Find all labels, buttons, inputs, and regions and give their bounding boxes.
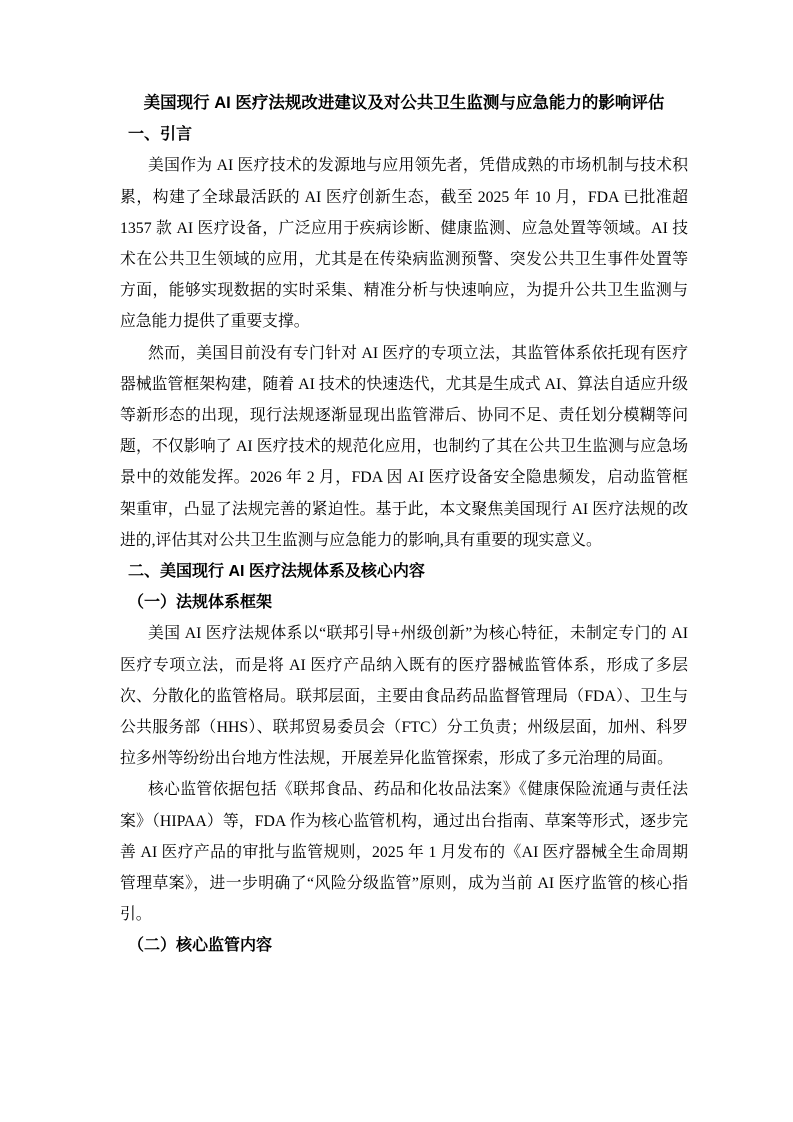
section-heading: 二、美国现行 AI 医疗法规体系及核心内容 [128, 563, 425, 581]
section-heading: 一、引言 [128, 126, 193, 144]
paragraph: 核心监管依据包括《联邦食品、药品和化妆品法案》《健康保险流通与责任法案》（HIPAA）等，FDA 作为核心监管机构，通过出台指南、草案等形式，逐步完善 AI 医疗产品的审批与监管规则，2025 年 1 月发布的《AI 医疗器械全生命周期管理草案》，进一步明确了“风险分级监管”原则，成为当前 AI 医疗监管的核心指引。 [120, 781, 688, 924]
subsection-heading: （二）核心监管内容 [128, 937, 273, 955]
paragraph: 美国 AI 医疗法规体系以“联邦引导+州级创新”为核心特征，未制定专门的 AI 医疗专项立法，而是将 AI 医疗产品纳入既有的医疗器械监管体系，形成了多层次、分散化的监管格局。联邦层面，主要由食品药品监督管理局（FDA）、卫生与公共服务部（HHS）、联邦贸易委员会（FTC）分工负责；州级层面，加州、科罗拉多州等纷纷出台地方性法规，开展差异化监管探索，形成了多元治理的局面。 [120, 625, 688, 768]
paragraph: 美国作为 AI 医疗技术的发源地与应用领先者，凭借成熟的市场机制与技术积累，构建了全球最活跃的 AI 医疗创新生态，截至 2025 年 10 月，FDA 已批准超 1357 款 AI 医疗设备，广泛应用于疾病诊断、健康监测、应急处置等领域。AI 技术在公共卫生领域的应用，尤其是在传染病监测预警、突发公共卫生事件处置等方面，能够实现数据的实时采集、精准分析与快速响应，为提升公共卫生监测与应急能力提供了重要支撑。 [120, 157, 688, 331]
subsection-heading: （一）法规体系框架 [128, 594, 273, 612]
document-content [120, 88, 688, 962]
paragraph: 然而，美国目前没有专门针对 AI 医疗的专项立法，其监管体系依托现有医疗器械监管框架构建，随着 AI 技术的快速迭代，尤其是生成式 AI、算法自适应升级等新形态的出现，现行法规逐渐显现出监管滞后、协同不足、责任划分模糊等问题，不仅影响了 AI 医疗技术的规范化应用，也制约了其在公共卫生监测与应急场景中的效能发挥。2026 年 2 月，FDA 因 AI 医疗设备安全隐患频发，启动监管框架重审，凸显了法规完善的紧迫性。基于此，本文聚焦美国现行 AI 医疗法规的改进的,评估其对公共卫生监测与应急能力的影响,具有重要的现实意义。 [120, 344, 688, 549]
document-title: 美国现行 AI 医疗法规改进建议及对公共卫生监测与应急能力的影响评估 [143, 94, 665, 112]
